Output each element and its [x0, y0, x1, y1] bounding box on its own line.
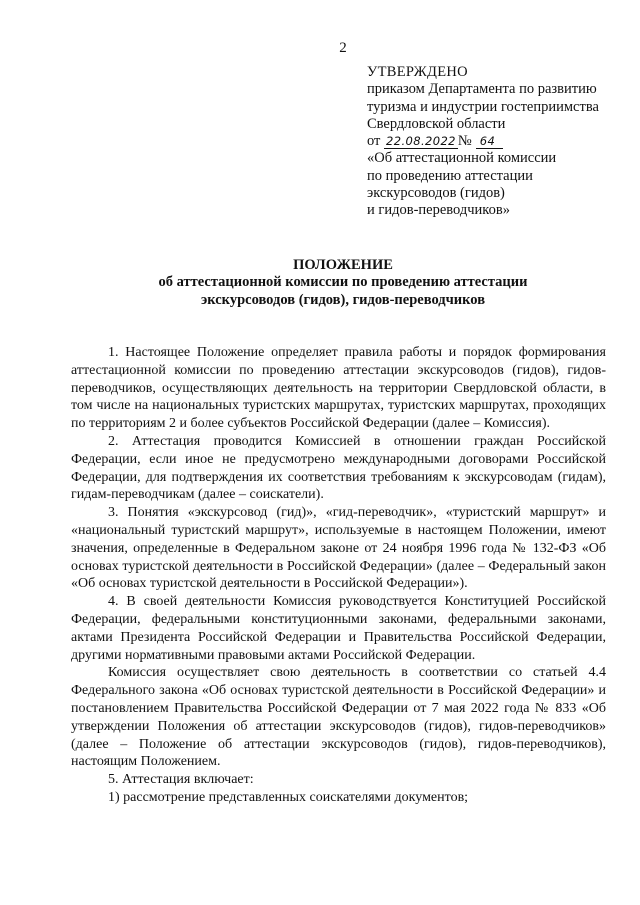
paragraph-5: 5. Аттестация включает:: [108, 772, 254, 788]
approval-subject-4: и гидов-переводчиков»: [367, 202, 510, 219]
approval-subject-3: экскурсоводов (гидов): [367, 185, 505, 202]
approval-number-label: №: [457, 133, 472, 150]
approval-heading: УТВЕРЖДЕНО: [367, 64, 468, 80]
paragraph-2: 2. Аттестация проводится Комиссией в отношении граждан Российской Федерации, если иное не предусмотрено международными договорами Российской Федерации, для подтверждения их соответствия требованиям к экскурсоводам (гидам), гидам-переводчикам (далее – соискатели).: [71, 433, 606, 503]
approval-date-line: [367, 133, 637, 150]
document-subtitle-line-2: экскурсоводов (гидов), гидов-переводчиков: [200, 292, 486, 308]
approval-date: 22.08.2022: [386, 134, 456, 149]
approval-block: [367, 64, 637, 220]
document-subtitle-line-1: об аттестационной комиссии по проведению аттестации: [158, 274, 528, 290]
approval-subject-2: по проведению аттестации: [367, 167, 533, 184]
approval-line-3: Свердловской области: [367, 115, 506, 132]
paragraph-4: 4. В своей деятельности Комиссия руководствуется Конституцией Российской Федерации, федеральными конституционными законами, федеральными законами, актами Президента Российской Федерации и Правительства Российской Федерации, другими нормативными правовыми актами Российской Федерации.: [71, 594, 606, 663]
page-number: 2: [339, 40, 347, 56]
paragraph-5-item-1: 1) рассмотрение представленных соискателями документов;: [108, 789, 469, 805]
paragraph-4-continued: Комиссия осуществляет свою деятельность в соответствии со статьей 4.4 Федерального закона «Об основах туристской деятельности в Российской Федерации» и постановлением Правительства Российской Федерации от 7 мая 2022 года № 833 «Об утверждении Положения об аттестации экскурсоводов (гидов), гидов-переводчиков» (далее – Положение об аттестации экскурсоводов (гидов), гидов-переводчиков), настоящим Положением.: [71, 665, 606, 770]
approval-line-2: туризма и индустрии гостеприимства: [367, 98, 599, 115]
approval-subject-1: «Об аттестационной комиссии: [367, 150, 557, 167]
approval-line-1: приказом Департамента по развитию: [367, 81, 597, 98]
document-body: [71, 344, 606, 807]
paragraph-3: 3. Понятия «экскурсовод (гид)», «гид-переводчик», «туристский маршрут» и «национальный туристский маршрут», используемые в настоящем Положении, имеют значения, определенные в Федеральном законе от 24 ноября 1996 года № 132-ФЗ «Об основах туристской деятельности в Российской Федерации» (далее – Федеральный закон «Об основах туристской деятельности в Российской Федерации»).: [71, 505, 606, 592]
document-title: ПОЛОЖЕНИЕ: [293, 257, 393, 273]
approval-from-prefix: от: [367, 133, 381, 150]
approval-number: 64: [476, 134, 503, 149]
paragraph-1: 1. Настоящее Положение определяет правила работы и порядок формирования аттестационной комиссии по проведению аттестации экскурсоводов (гидов), гидов-переводчиков, осуществляющих деятельность на территории Свердловской области, в том числе на национальных туристских маршрутах, туристских маршрутах, проходящих по территориям 2 и более субъектов Российской Федерации (далее – Комиссия).: [71, 345, 606, 432]
